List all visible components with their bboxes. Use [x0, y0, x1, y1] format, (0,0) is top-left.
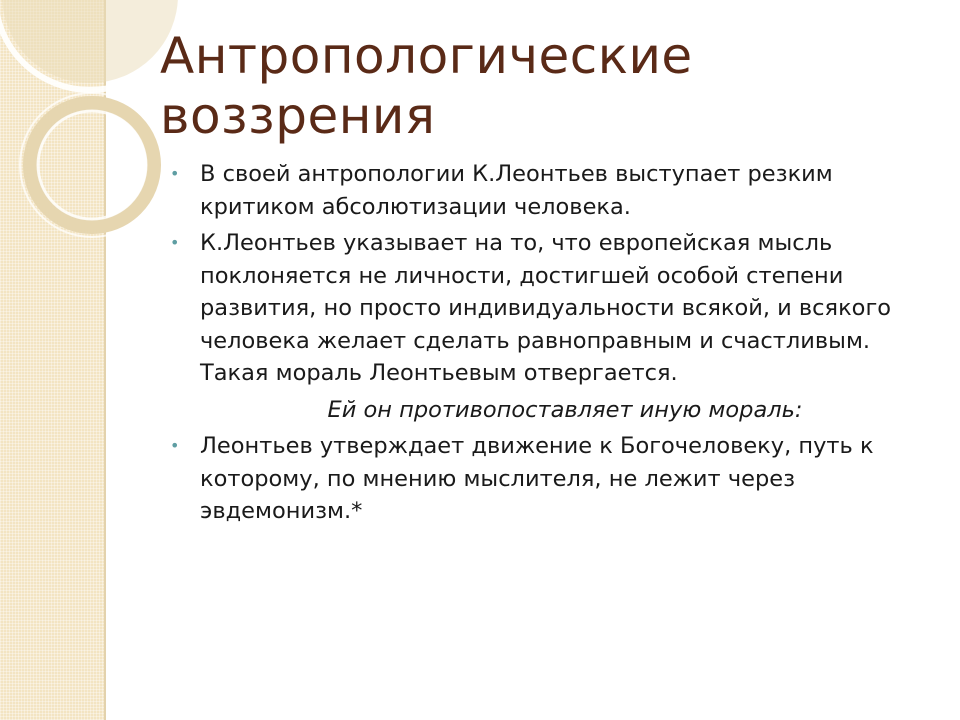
bullet-dot-icon: • — [170, 164, 180, 183]
slide-title: Антропологические воззрения — [160, 27, 693, 145]
bullet-text: Леонтьев утверждает движение к Богочеловеку, путь к которому, по мнению мыслителя, не лежит через эвдемонизм.* — [200, 433, 874, 524]
slide-body — [170, 158, 930, 532]
bullet-dot-icon: • — [170, 436, 180, 455]
bullet-dot-icon: • — [170, 233, 180, 252]
bullet-text: К.Леонтьев указывает на то, что европейская мысль поклоняется не личности, достигшей особой степени развития, но просто индивидуальности всякой, и всякого человека желает сделать равноправным и счастливым. Такая мораль Леонтьевым отвергается. — [200, 230, 892, 386]
bullet-item — [170, 430, 930, 528]
italic-centered-line: Ей он противопоставляет иную мораль: — [327, 396, 803, 423]
bullet-text: В своей антропологии К.Леонтьев выступает резким критиком абсолютизации человека. — [200, 161, 833, 220]
bullet-item — [170, 227, 930, 390]
bullet-item — [170, 158, 930, 223]
